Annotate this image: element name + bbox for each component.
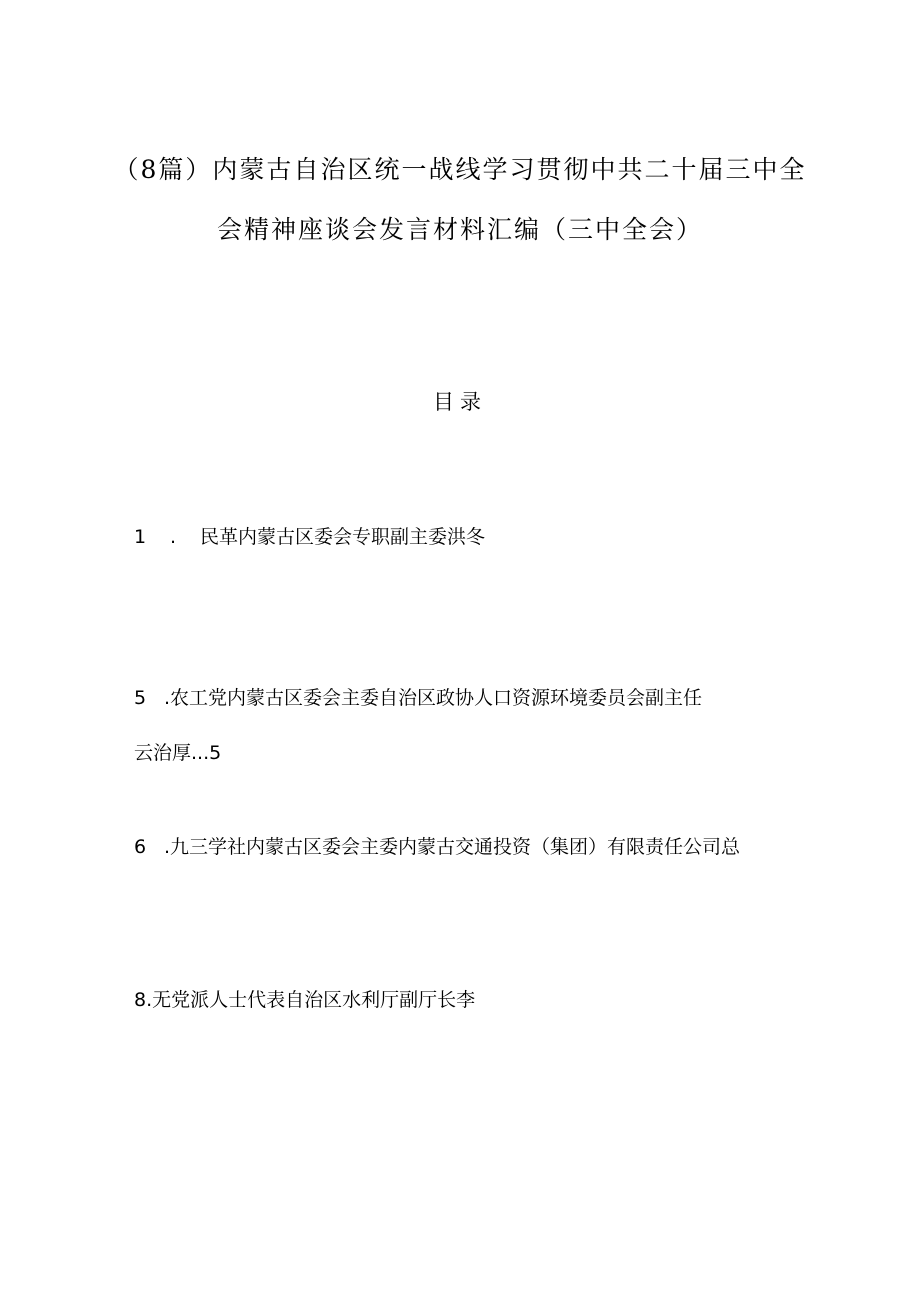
toc-item-3[interactable] (134, 832, 740, 859)
toc-item-2-continuation: 云治厚...5 (134, 742, 222, 764)
toc-item-number: 6 (134, 836, 147, 858)
toc-item-4[interactable] (134, 985, 475, 1012)
toc-heading: 目录 (433, 390, 487, 414)
toc-item-separator: . (170, 526, 177, 548)
toc-item-text: .农工党内蒙古区委会主委自治区政协人口资源环境委员会副主任 (164, 687, 703, 709)
toc-item-text: 民革内蒙古区委会专职副主委洪冬 (200, 526, 486, 548)
toc-item-1[interactable] (134, 522, 485, 549)
toc-item-number: 5 (134, 687, 147, 709)
document-title-line-1: （8篇）内蒙古自治区统一战线学习贯彻中共二十届三中全 (113, 155, 807, 184)
toc-item-text: .九三学社内蒙古区委会主委内蒙古交通投资（集团）有限责任公司总 (164, 836, 741, 858)
toc-item-text: 8.无党派人士代表自治区水利厅副厅长李 (134, 989, 476, 1011)
toc-item-number: 1 (134, 526, 147, 548)
toc-item-2[interactable] (134, 683, 702, 710)
document-title-line-2: 会精神座谈会发言材料汇编（三中全会） (216, 215, 703, 244)
